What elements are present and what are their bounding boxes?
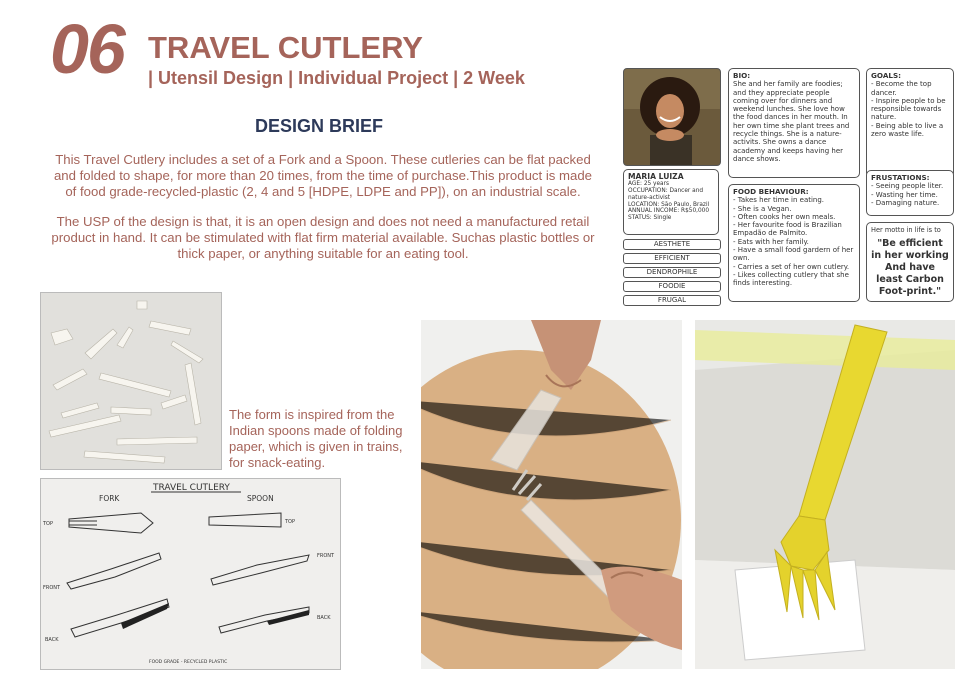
- persona-status: STATUS: Single: [628, 215, 672, 222]
- sketch-top-label: TOP: [43, 521, 54, 527]
- frustration-item: - Seeing people liter.: [871, 182, 944, 191]
- persona-tag: DENDROPHILE: [623, 267, 721, 278]
- persona-tag: EFFICIENT: [623, 253, 721, 264]
- food-item: - Carries a set of her own cutlery.: [733, 262, 850, 271]
- goal-item: - Inspire people to be responsible towards nature.: [871, 96, 946, 122]
- frustrations-heading: FRUSTATIONS:: [871, 173, 930, 182]
- persona-tag: AESTHETE: [623, 239, 721, 250]
- persona-bio: [728, 68, 860, 178]
- persona-goals: [866, 68, 954, 178]
- food-item: - Her favourite food is Brazilian Empadão de Palmito.: [733, 221, 842, 238]
- frustration-item: - Damaging nature.: [871, 198, 940, 207]
- design-brief-text: [48, 152, 598, 276]
- persona-location: LOCATION: São Paulo, Brazil: [628, 201, 710, 208]
- sketch-top-label: TOP: [285, 519, 296, 525]
- sketch-front-label: FRONT: [317, 553, 335, 559]
- yellow-fork-photo: [695, 320, 955, 669]
- sketch-spoon-label: SPOON: [247, 494, 274, 503]
- sketch-title: TRAVEL CUTLERY: [153, 483, 230, 493]
- prototypes-photo: [40, 292, 222, 470]
- brief-paragraph-1: This Travel Cutlery includes a set of a Fork and a Spoon. These cutleries can be flat packed and folded to shape, for more than 20 times, from the time of purchase.This product is made of food grade-recycled-plastic (2, 4 and 5 [HDPE, LDPE and PP]), on an industrial scale.: [53, 152, 593, 199]
- goal-item: - Being able to live a zero waste life.: [871, 121, 944, 139]
- persona-tag: FRUGAL: [623, 295, 721, 306]
- persona-name: MARIA LUIZA: [628, 172, 684, 181]
- project-number: 06: [50, 10, 124, 88]
- sketch-fork-label: FORK: [99, 494, 120, 503]
- motto-text: "Be efficient in her working And have least Carbon Foot-print.": [871, 238, 949, 298]
- bio-heading: BIO:: [733, 71, 751, 80]
- persona-frustrations: [866, 170, 954, 216]
- goals-heading: GOALS:: [871, 71, 902, 80]
- food-item: - Likes collecting cutlery that she finds interesting.: [733, 270, 849, 288]
- food-item: - Takes her time in eating.: [733, 196, 825, 205]
- food-heading: FOOD BEHAVIOUR:: [733, 187, 809, 196]
- form-inspiration-text: The form is inspired from the Indian spoons made of folding paper, which is given in trains, for snack-eating.: [229, 407, 403, 470]
- persona-tag: FOODIE: [623, 281, 721, 292]
- persona-details: [623, 169, 719, 235]
- sketch-back-label: BACK: [317, 615, 331, 621]
- design-brief-heading: DESIGN BRIEF: [255, 116, 384, 136]
- sketch-photo: [40, 478, 341, 670]
- folding-hands-photo: [421, 320, 682, 669]
- brief-paragraph-2: The USP of the design is that, it is an open design and does not need a manufactured retail product in hand. It can be stimulated with flat firm material available. Suchas plastic bottles or thick paper, or anything suitable for an eating tool.: [51, 214, 595, 261]
- persona-age: AGE: 25 years: [628, 181, 669, 188]
- sketch-footer: FOOD GRADE - RECYCLED PLASTIC: [149, 660, 228, 665]
- persona-occupation: OCCUPATION: Dancer and nature-activist: [628, 188, 704, 201]
- food-item: - She is a Vegan.: [733, 204, 792, 213]
- project-title: TRAVEL CUTLERY: [148, 30, 423, 65]
- bio-text: She and her family are foodies; and they appreciate people coming over for dinners and weekend lunches. She love how the food dances in her mouth. In her own time she plant trees and recycle things. She is a nature-activits. She owns a dance academy and keeps having her dance shows.: [733, 80, 850, 163]
- food-item: - Eats with her family.: [733, 237, 809, 246]
- goal-item: - Become the top dancer.: [871, 80, 932, 97]
- food-item: - Often cooks her own meals.: [733, 212, 836, 221]
- frustration-item: - Wasting her time.: [871, 190, 938, 199]
- food-item: - Have a small food gardern of her own.: [733, 246, 854, 263]
- motto-heading: Her motto in life is to: [871, 226, 941, 234]
- persona-income: ANNUAL INCOME: R$50,000: [628, 208, 710, 215]
- project-subtitle: | Utensil Design | Individual Project | 2 Week: [148, 68, 525, 88]
- persona-photo: [623, 68, 721, 166]
- persona-motto: [866, 222, 954, 302]
- sketch-back-label: BACK: [45, 637, 59, 643]
- sketch-front-label: FRONT: [43, 585, 61, 591]
- persona-food-behaviour: [728, 184, 860, 302]
